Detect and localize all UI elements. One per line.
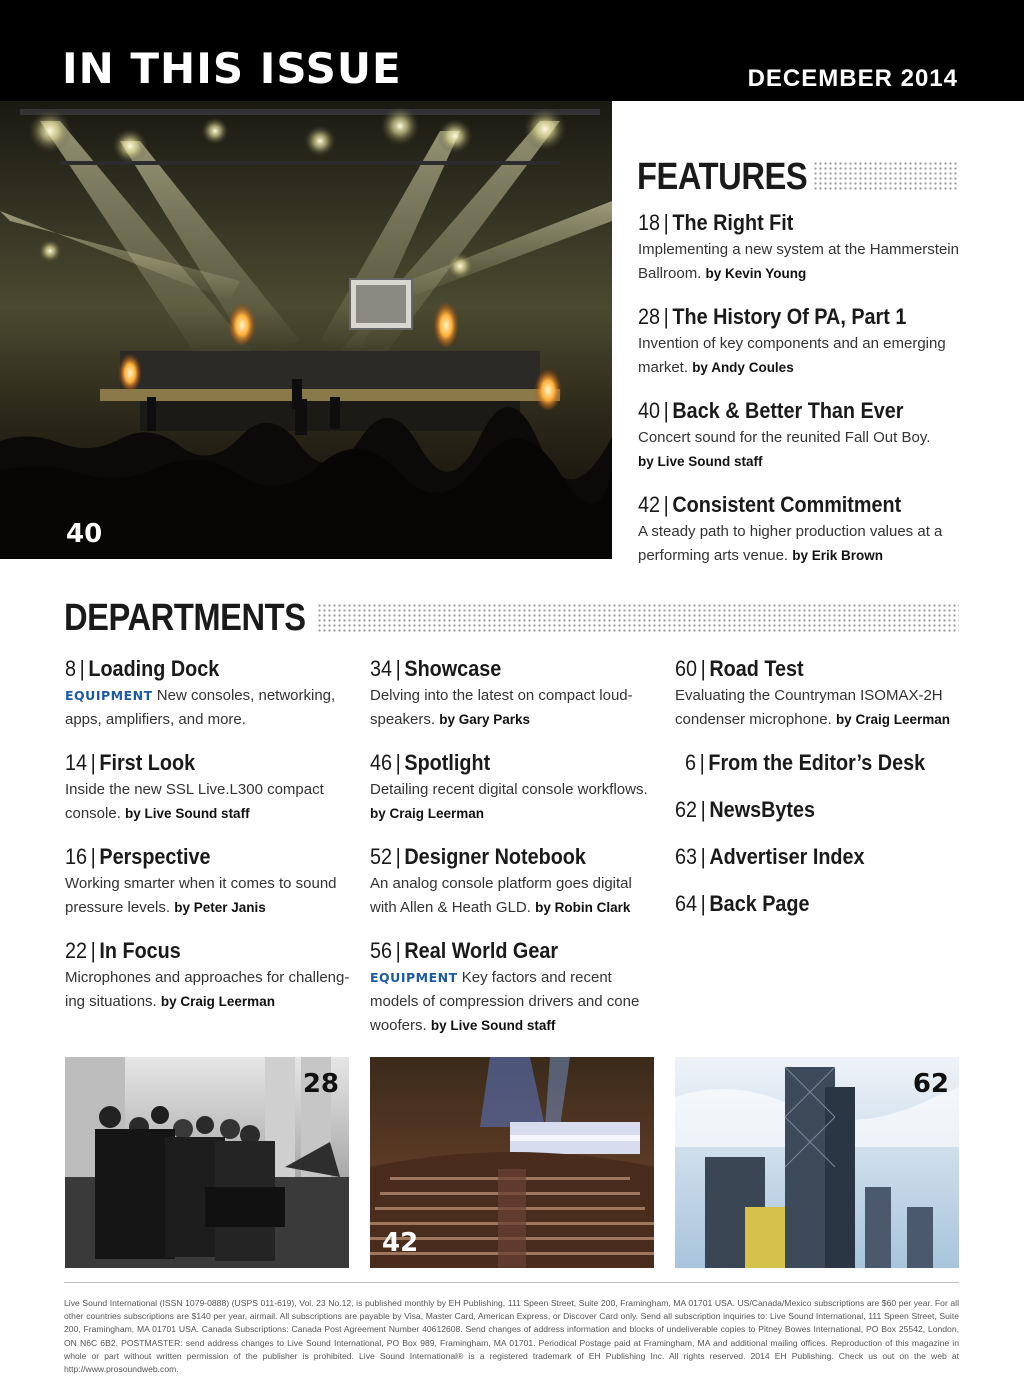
article-title[interactable]: Perspective bbox=[99, 844, 211, 869]
article-entry[interactable] bbox=[65, 750, 350, 826]
separator-bar: | bbox=[699, 750, 705, 775]
departments-heading-label: DEPARTMENTS bbox=[64, 597, 306, 639]
separator-bar: | bbox=[663, 398, 669, 423]
article-entry[interactable] bbox=[370, 844, 655, 920]
article-heading[interactable] bbox=[65, 938, 322, 964]
article-title[interactable]: Designer Notebook bbox=[404, 844, 586, 869]
article-byline: by Live Sound staff bbox=[125, 806, 250, 821]
article-page-number: 22 bbox=[65, 938, 88, 963]
article-description: An analog console platform goes digital with Allen & Heath GLD. bbox=[370, 875, 632, 916]
article-page-number: 28 bbox=[638, 304, 661, 329]
article-entry[interactable] bbox=[638, 398, 960, 474]
article-entry[interactable] bbox=[370, 750, 655, 826]
article-entry[interactable] bbox=[65, 844, 350, 920]
separator-bar: | bbox=[395, 750, 401, 775]
photo-history-of-pa bbox=[65, 1057, 349, 1268]
article-heading[interactable] bbox=[685, 750, 942, 776]
article-page-number: 14 bbox=[65, 750, 88, 775]
article-entry[interactable] bbox=[675, 797, 960, 823]
article-byline: by Live Sound staff bbox=[430, 1018, 556, 1033]
separator-bar: | bbox=[79, 656, 85, 681]
article-heading[interactable] bbox=[370, 844, 627, 870]
article-entry[interactable] bbox=[370, 938, 655, 1038]
article-page-number: 60 bbox=[675, 656, 698, 681]
separator-bar: | bbox=[663, 210, 669, 235]
article-title[interactable]: Spotlight bbox=[404, 750, 491, 775]
separator-bar: | bbox=[395, 656, 401, 681]
article-entry[interactable] bbox=[675, 844, 960, 870]
footer-rule bbox=[64, 1282, 959, 1283]
article-entry[interactable] bbox=[638, 492, 960, 568]
article-title[interactable]: The History Of PA, Part 1 bbox=[672, 304, 907, 329]
photo-performing-arts-venue bbox=[370, 1057, 654, 1268]
article-title[interactable]: Loading Dock bbox=[88, 656, 220, 681]
article-description-block bbox=[65, 684, 350, 732]
article-entry[interactable] bbox=[638, 304, 960, 380]
separator-bar: | bbox=[90, 844, 96, 869]
article-heading[interactable] bbox=[638, 210, 928, 236]
article-entry[interactable] bbox=[685, 750, 970, 776]
article-title[interactable]: In Focus bbox=[99, 938, 181, 963]
article-page-number: 64 bbox=[675, 891, 698, 916]
features-heading bbox=[637, 158, 835, 196]
separator-bar: | bbox=[395, 938, 401, 963]
article-entry[interactable] bbox=[675, 656, 960, 732]
photo-page-number-3: 62 bbox=[912, 1069, 949, 1099]
article-page-number: 46 bbox=[370, 750, 393, 775]
article-description: Detailing recent digital console workflows. bbox=[370, 781, 648, 798]
separator-bar: | bbox=[395, 844, 401, 869]
article-byline: by Gary Parks bbox=[439, 712, 531, 727]
article-page-number: 6 bbox=[685, 750, 697, 775]
issue-date: DECEMBER 2014 bbox=[747, 65, 958, 92]
article-title[interactable]: Consistent Commitment bbox=[672, 492, 902, 517]
article-byline: by Andy Coules bbox=[692, 360, 794, 375]
separator-bar: | bbox=[663, 304, 669, 329]
article-page-number: 56 bbox=[370, 938, 393, 963]
category-tag: EQUIPMENT bbox=[65, 688, 153, 703]
article-description: Evaluating the Countryman ISOMAX-2H condenser microphone. bbox=[675, 687, 943, 728]
page-title: IN THIS ISSUE bbox=[62, 44, 402, 93]
article-page-number: 40 bbox=[638, 398, 661, 423]
article-heading[interactable] bbox=[638, 492, 928, 518]
article-page-number: 18 bbox=[638, 210, 661, 235]
article-heading[interactable] bbox=[638, 304, 928, 330]
article-description-block bbox=[65, 872, 350, 920]
photo-page-number-1: 28 bbox=[302, 1069, 339, 1099]
article-byline: by Live Sound staff bbox=[638, 454, 763, 469]
article-title[interactable]: NewsBytes bbox=[709, 797, 816, 822]
article-heading[interactable] bbox=[65, 750, 322, 776]
article-description: Delving into the latest on compact loud-speakers. bbox=[370, 687, 633, 728]
article-description-block bbox=[370, 966, 655, 1038]
article-description-block bbox=[370, 872, 655, 920]
hero-photo-concert bbox=[0, 101, 612, 559]
article-byline: by Kevin Young bbox=[705, 266, 807, 281]
article-entry[interactable] bbox=[638, 210, 960, 286]
article-entry[interactable] bbox=[65, 656, 350, 732]
publication-fine-print: Live Sound International (ISSN 1079-0888) (USPS 011-619), Vol. 23 No.12, is published monthly by EH Publishing, 111 Speen Street, Suite 200, Framingham, MA 01701 USA. US/Canada/Mexico subscriptions are $60 per year. For all other countries subscriptions are $140 per year, airmail. All subscriptions are payable by Visa, Master Card, American Express, or Discover Card only. Send all subscription inquiries to: Live Sound International, 111 Speen Street, Suite 200, Framingham, MA 01701 USA. Canada Subscriptions: Canada Post Agreement Number 40612608. Send changes of address information and blocks of undeliverable copies to Pitney Bowes International, PO Box 25542, London, ON N6C 6B2. POSTMASTER: send address changes to Live Sound International, PO Box 989, Framingham, MA 01701. Periodical Postage paid at Framingham, MA and additional mailing offices. Reproduction of this magazine in whole or part without written permission of the publisher is prohibited. Live Sound International® is a registered trademark of EH Publishing Inc. All rights reserved. 2014 EH Publishing. Check us out on the web at http://www.prosoundweb.com. bbox=[64, 1298, 959, 1375]
features-heading-dots bbox=[813, 161, 959, 191]
article-title[interactable]: Showcase bbox=[404, 656, 502, 681]
features-heading-label: FEATURES bbox=[637, 156, 808, 198]
separator-bar: | bbox=[700, 797, 706, 822]
article-description-block bbox=[638, 332, 960, 380]
article-title[interactable]: Advertiser Index bbox=[709, 844, 865, 869]
article-heading[interactable] bbox=[370, 750, 627, 776]
article-description: Invention of key components and an emerging market. bbox=[638, 335, 946, 376]
article-title[interactable]: Back Page bbox=[709, 891, 810, 916]
separator-bar: | bbox=[700, 656, 706, 681]
article-title[interactable]: From the Editor’s Desk bbox=[708, 750, 926, 775]
departments-heading bbox=[64, 599, 345, 637]
article-title[interactable]: Real World Gear bbox=[404, 938, 559, 963]
article-page-number: 52 bbox=[370, 844, 393, 869]
article-title[interactable]: First Look bbox=[99, 750, 196, 775]
article-description: Concert sound for the reunited Fall Out Boy. bbox=[638, 429, 931, 446]
article-heading[interactable] bbox=[370, 656, 627, 682]
article-description-block bbox=[370, 778, 655, 826]
article-byline: by Craig Leerman bbox=[370, 806, 485, 821]
article-description: A steady path to higher production values at a performing arts venue. bbox=[638, 523, 943, 564]
article-description-block bbox=[638, 238, 960, 286]
article-entry[interactable] bbox=[65, 938, 350, 1014]
article-byline: by Craig Leerman bbox=[160, 994, 275, 1009]
article-heading[interactable] bbox=[675, 844, 932, 870]
article-heading[interactable] bbox=[65, 844, 322, 870]
article-page-number: 16 bbox=[65, 844, 88, 869]
article-byline: by Robin Clark bbox=[535, 900, 631, 915]
article-heading[interactable] bbox=[675, 891, 932, 917]
article-byline: by Erik Brown bbox=[792, 548, 884, 563]
article-title[interactable]: The Right Fit bbox=[672, 210, 794, 235]
article-byline: by Craig Leerman bbox=[835, 712, 950, 727]
article-description: Microphones and approaches for challeng-ing situations. bbox=[65, 969, 350, 1010]
photo-newsbytes-speaker-towers bbox=[675, 1057, 959, 1268]
article-title[interactable]: Back & Better Than Ever bbox=[672, 398, 904, 423]
article-page-number: 8 bbox=[65, 656, 77, 681]
article-description-block bbox=[638, 426, 960, 474]
article-byline: by Peter Janis bbox=[174, 900, 266, 915]
article-description: Implementing a new system at the Hammerstein Ballroom. bbox=[638, 241, 959, 282]
article-description-block bbox=[65, 966, 350, 1014]
article-page-number: 42 bbox=[638, 492, 661, 517]
article-page-number: 62 bbox=[675, 797, 698, 822]
header-bar bbox=[0, 0, 1024, 101]
article-description: New consoles, networking, apps, amplifiers, and more. bbox=[65, 687, 336, 728]
article-page-number: 63 bbox=[675, 844, 698, 869]
separator-bar: | bbox=[700, 891, 706, 916]
hero-page-number: 40 bbox=[66, 519, 103, 549]
category-tag: EQUIPMENT bbox=[370, 970, 458, 985]
article-heading[interactable] bbox=[675, 656, 932, 682]
article-heading[interactable] bbox=[675, 797, 932, 823]
separator-bar: | bbox=[700, 844, 706, 869]
article-entry[interactable] bbox=[675, 891, 960, 917]
article-description-block bbox=[638, 520, 960, 568]
article-description-block bbox=[370, 684, 655, 732]
article-heading[interactable] bbox=[638, 398, 928, 424]
departments-heading-dots bbox=[317, 603, 959, 633]
article-heading[interactable] bbox=[65, 656, 322, 682]
article-description: Inside the new SSL Live.L300 compact console. bbox=[65, 781, 324, 822]
article-description-block bbox=[675, 684, 960, 732]
article-heading[interactable] bbox=[370, 938, 627, 964]
photo-page-number-2: 42 bbox=[382, 1228, 419, 1258]
article-description: Key factors and recent models of compression drivers and cone woofers. bbox=[370, 969, 640, 1034]
article-entry[interactable] bbox=[370, 656, 655, 732]
article-description-block bbox=[65, 778, 350, 826]
separator-bar: | bbox=[90, 750, 96, 775]
separator-bar: | bbox=[663, 492, 669, 517]
article-title[interactable]: Road Test bbox=[709, 656, 804, 681]
article-page-number: 34 bbox=[370, 656, 393, 681]
separator-bar: | bbox=[90, 938, 96, 963]
article-description: Working smarter when it comes to sound pressure levels. bbox=[65, 875, 337, 916]
